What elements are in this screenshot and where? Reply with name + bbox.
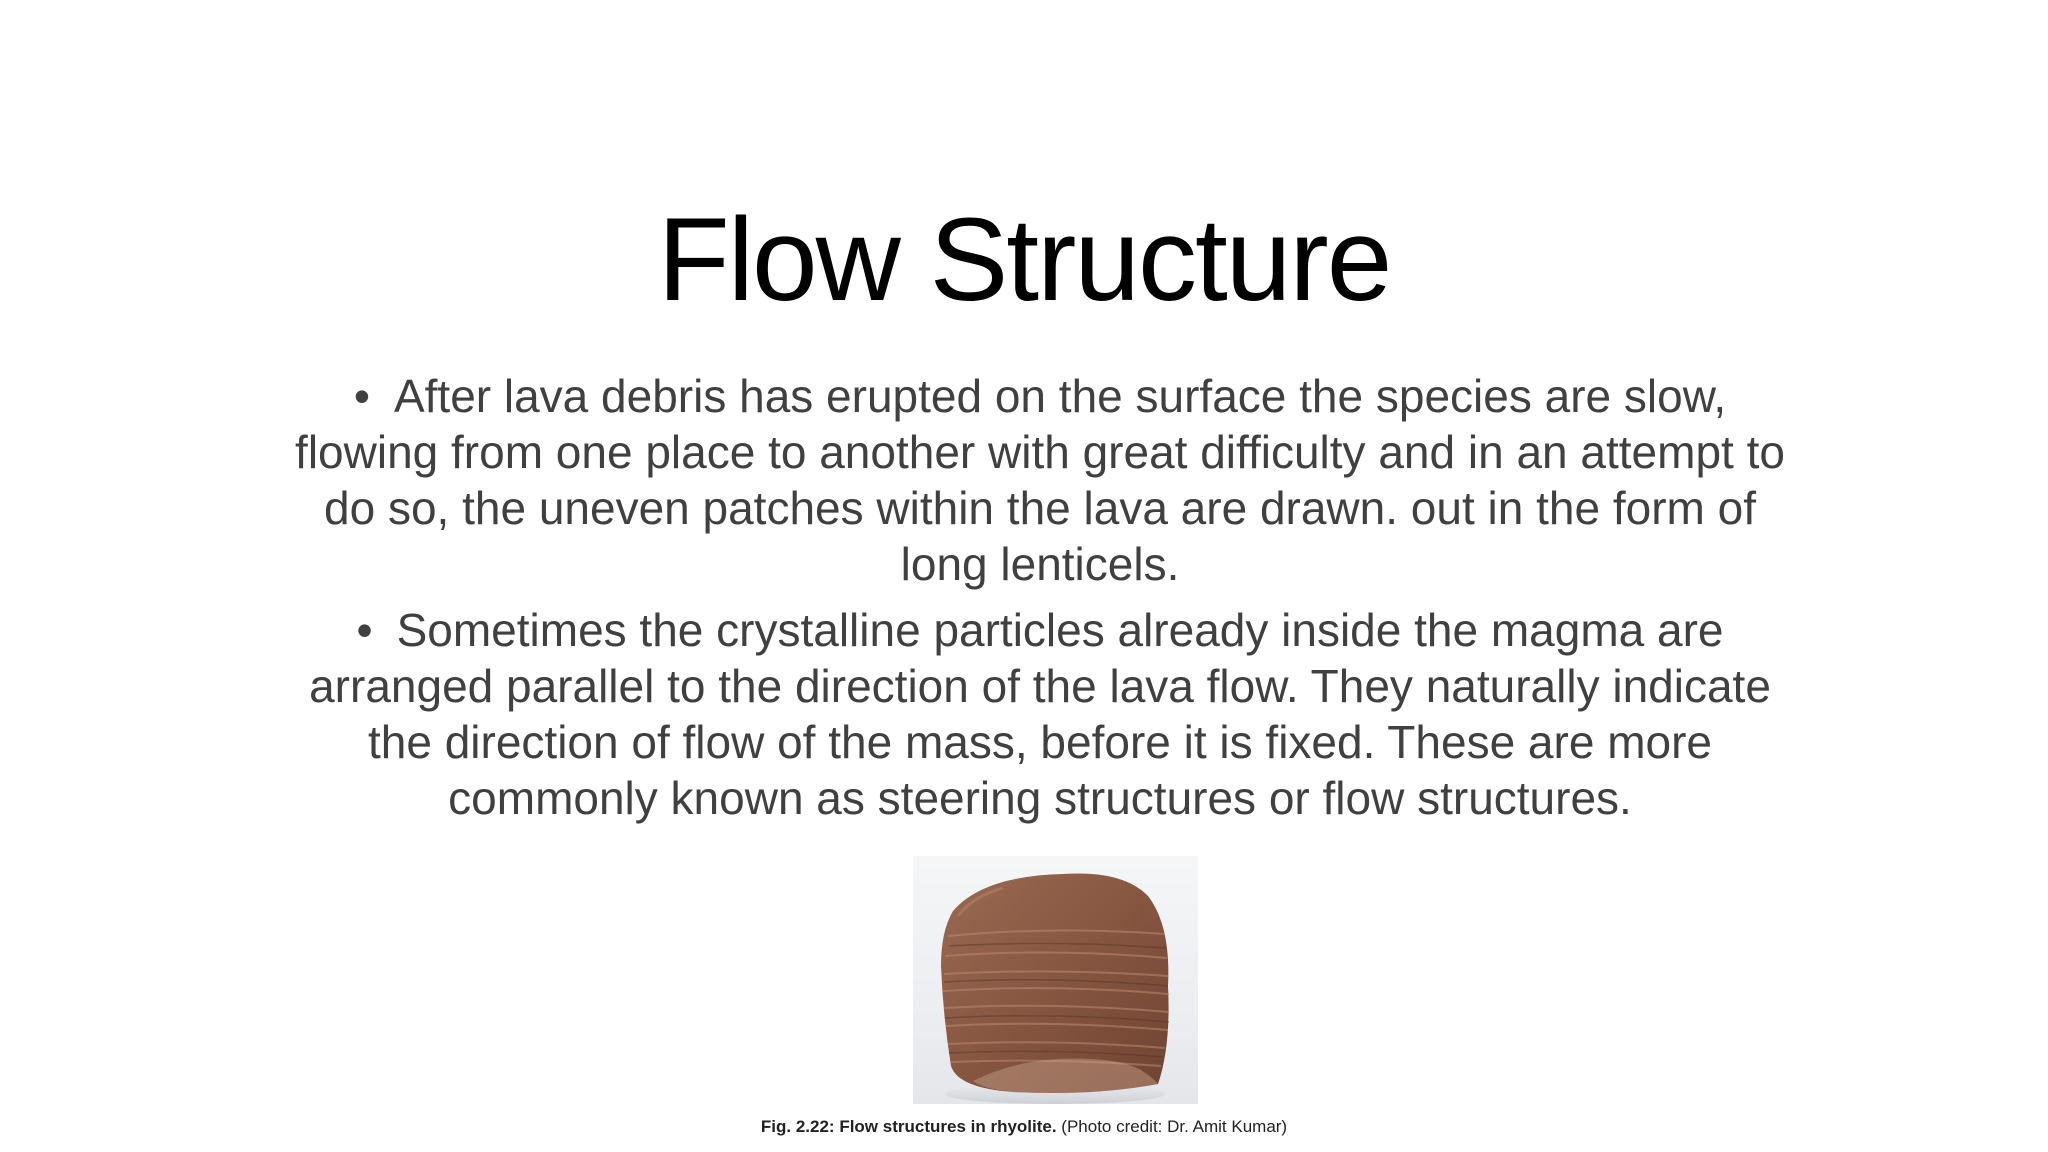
- bullet-symbol: •: [356, 604, 373, 656]
- bullet-text: After lava debris has erupted on the surface the species are slow, flowing from one place to another with great difficulty and in an attempt to do so, the uneven patches within the lava are drawn. out in the form of long lenticels.: [295, 370, 1785, 590]
- bullet-symbol: •: [353, 370, 370, 422]
- rock-image: [913, 856, 1198, 1104]
- figure-caption: [0, 1117, 2048, 1137]
- figure-caption-credit: (Photo credit: Dr. Amit Kumar): [1056, 1117, 1288, 1136]
- bullet-text: Sometimes the crystalline particles already inside the magma are arranged parallel to the direction of the lava flow. They naturally indicate the direction of flow of the mass, before it is fixed. These are more commonly known as steering structures or flow structures.: [309, 604, 1771, 824]
- bullet-list: [290, 368, 1790, 826]
- rhyolite-photo: [913, 856, 1198, 1104]
- bullet-item-2: [290, 602, 1790, 826]
- slide-title: Flow Structure: [657, 194, 1391, 326]
- figure-caption-label: Fig. 2.22: Flow structures in rhyolite.: [760, 1117, 1057, 1136]
- bullet-list-viewport: [290, 368, 1790, 844]
- bullet-item-1: [290, 368, 1790, 592]
